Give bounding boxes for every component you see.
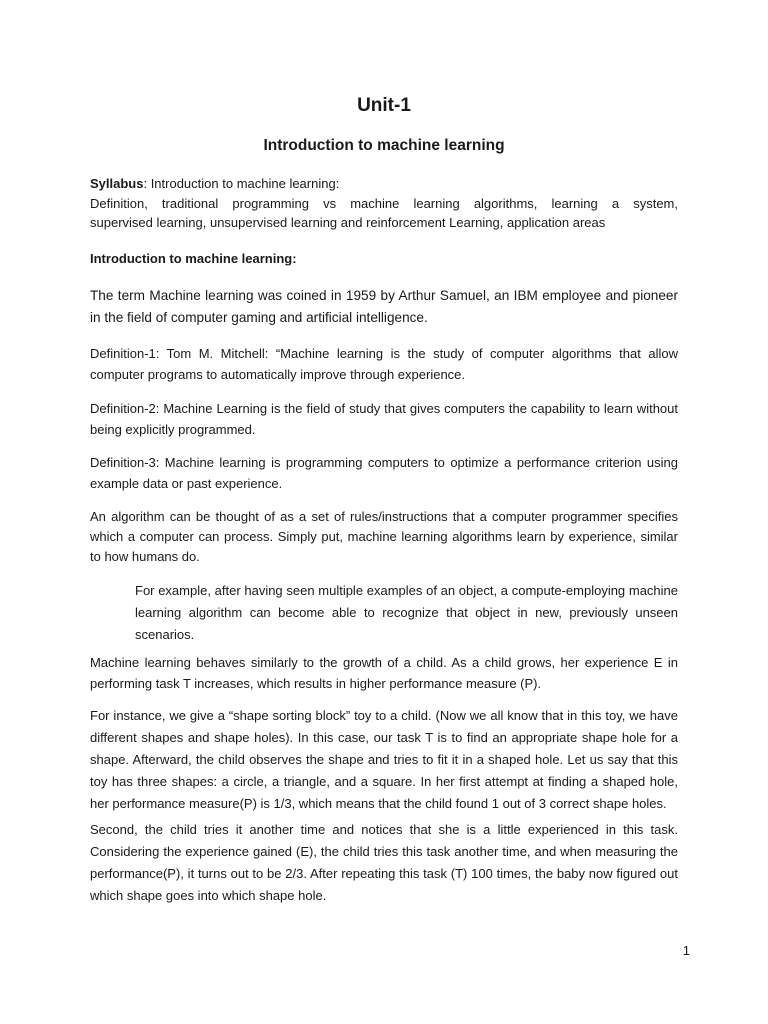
paragraph-second-attempt: Second, the child tries it another time and notices that she is a little experienced in this task. Considering the experience gained (E), the child tries this task another time, and when measuring the performance(P), it turns out to be 2/3. After repeating this task (T) 100 times, the baby now figured out which shape goes into which shape hole. (90, 822, 678, 903)
syllabus-line-2: Definition, traditional programming vs machine learning algorithms, learning a system, (90, 195, 678, 211)
syllabus-label-suffix: : Introduction to machine learning: (143, 176, 340, 191)
paragraph-definition-3: Definition-3: Machine learning is programming computers to optimize a performance criterion using example data or past experience. (90, 455, 678, 491)
main-title: Introduction to machine learning (263, 137, 505, 154)
paragraph-definition-1: Definition-1: Tom M. Mitchell: “Machine learning is the study of computer algorithms that allow computer programs to automatically improve through experience. (90, 346, 678, 382)
syllabus-line-1 (90, 174, 678, 194)
page-number: 1 (682, 943, 690, 958)
paragraph-intro: The term Machine learning was coined in 1959 by Arthur Samuel, an IBM employee and pioneer in the field of computer gaming and artificial intelligence. (90, 288, 678, 325)
section-heading: Introduction to machine learning: (90, 251, 297, 266)
paragraph-child-growth: Machine learning behaves similarly to the growth of a child. As a child grows, her experience E in performing task T increases, which results in higher performance measure (P). (90, 655, 678, 691)
unit-title: Unit-1 (357, 95, 411, 116)
syllabus-block (90, 174, 678, 233)
document-page (90, 0, 678, 1024)
paragraph-algorithm: An algorithm can be thought of as a set of rules/instructions that a computer programmer specifies which a computer can process. Simply put, machine learning algorithms learn by experience, similar to how humans do. (90, 509, 678, 564)
syllabus-label: Syllabus (90, 176, 144, 191)
paragraph-definition-2: Definition-2: Machine Learning is the field of study that gives computers the capability to learn without being explicitly programmed. (90, 401, 678, 437)
syllabus-line-3: supervised learning, unsupervised learning and reinforcement Learning, application areas (90, 215, 606, 230)
paragraph-instance: For instance, we give a “shape sorting block” toy to a child. (Now we all know that in this toy, we have different shapes and shape holes). In this case, our task T is to find an appropriate shape hole for a shape. Afterward, the child observes the shape and tries to fit it in a shaped hole. Let us say that this toy has three shapes: a circle, a triangle, and a square. In her first attempt at finding a shaped hole, her performance measure(P) is 1/3, which means that the child found 1 out of 3 correct shape holes. (90, 708, 678, 811)
paragraph-example-indented: For example, after having seen multiple examples of an object, a compute-employing machine learning algorithm can become able to recognize that object in new, previously unseen scenarios. (135, 583, 678, 642)
